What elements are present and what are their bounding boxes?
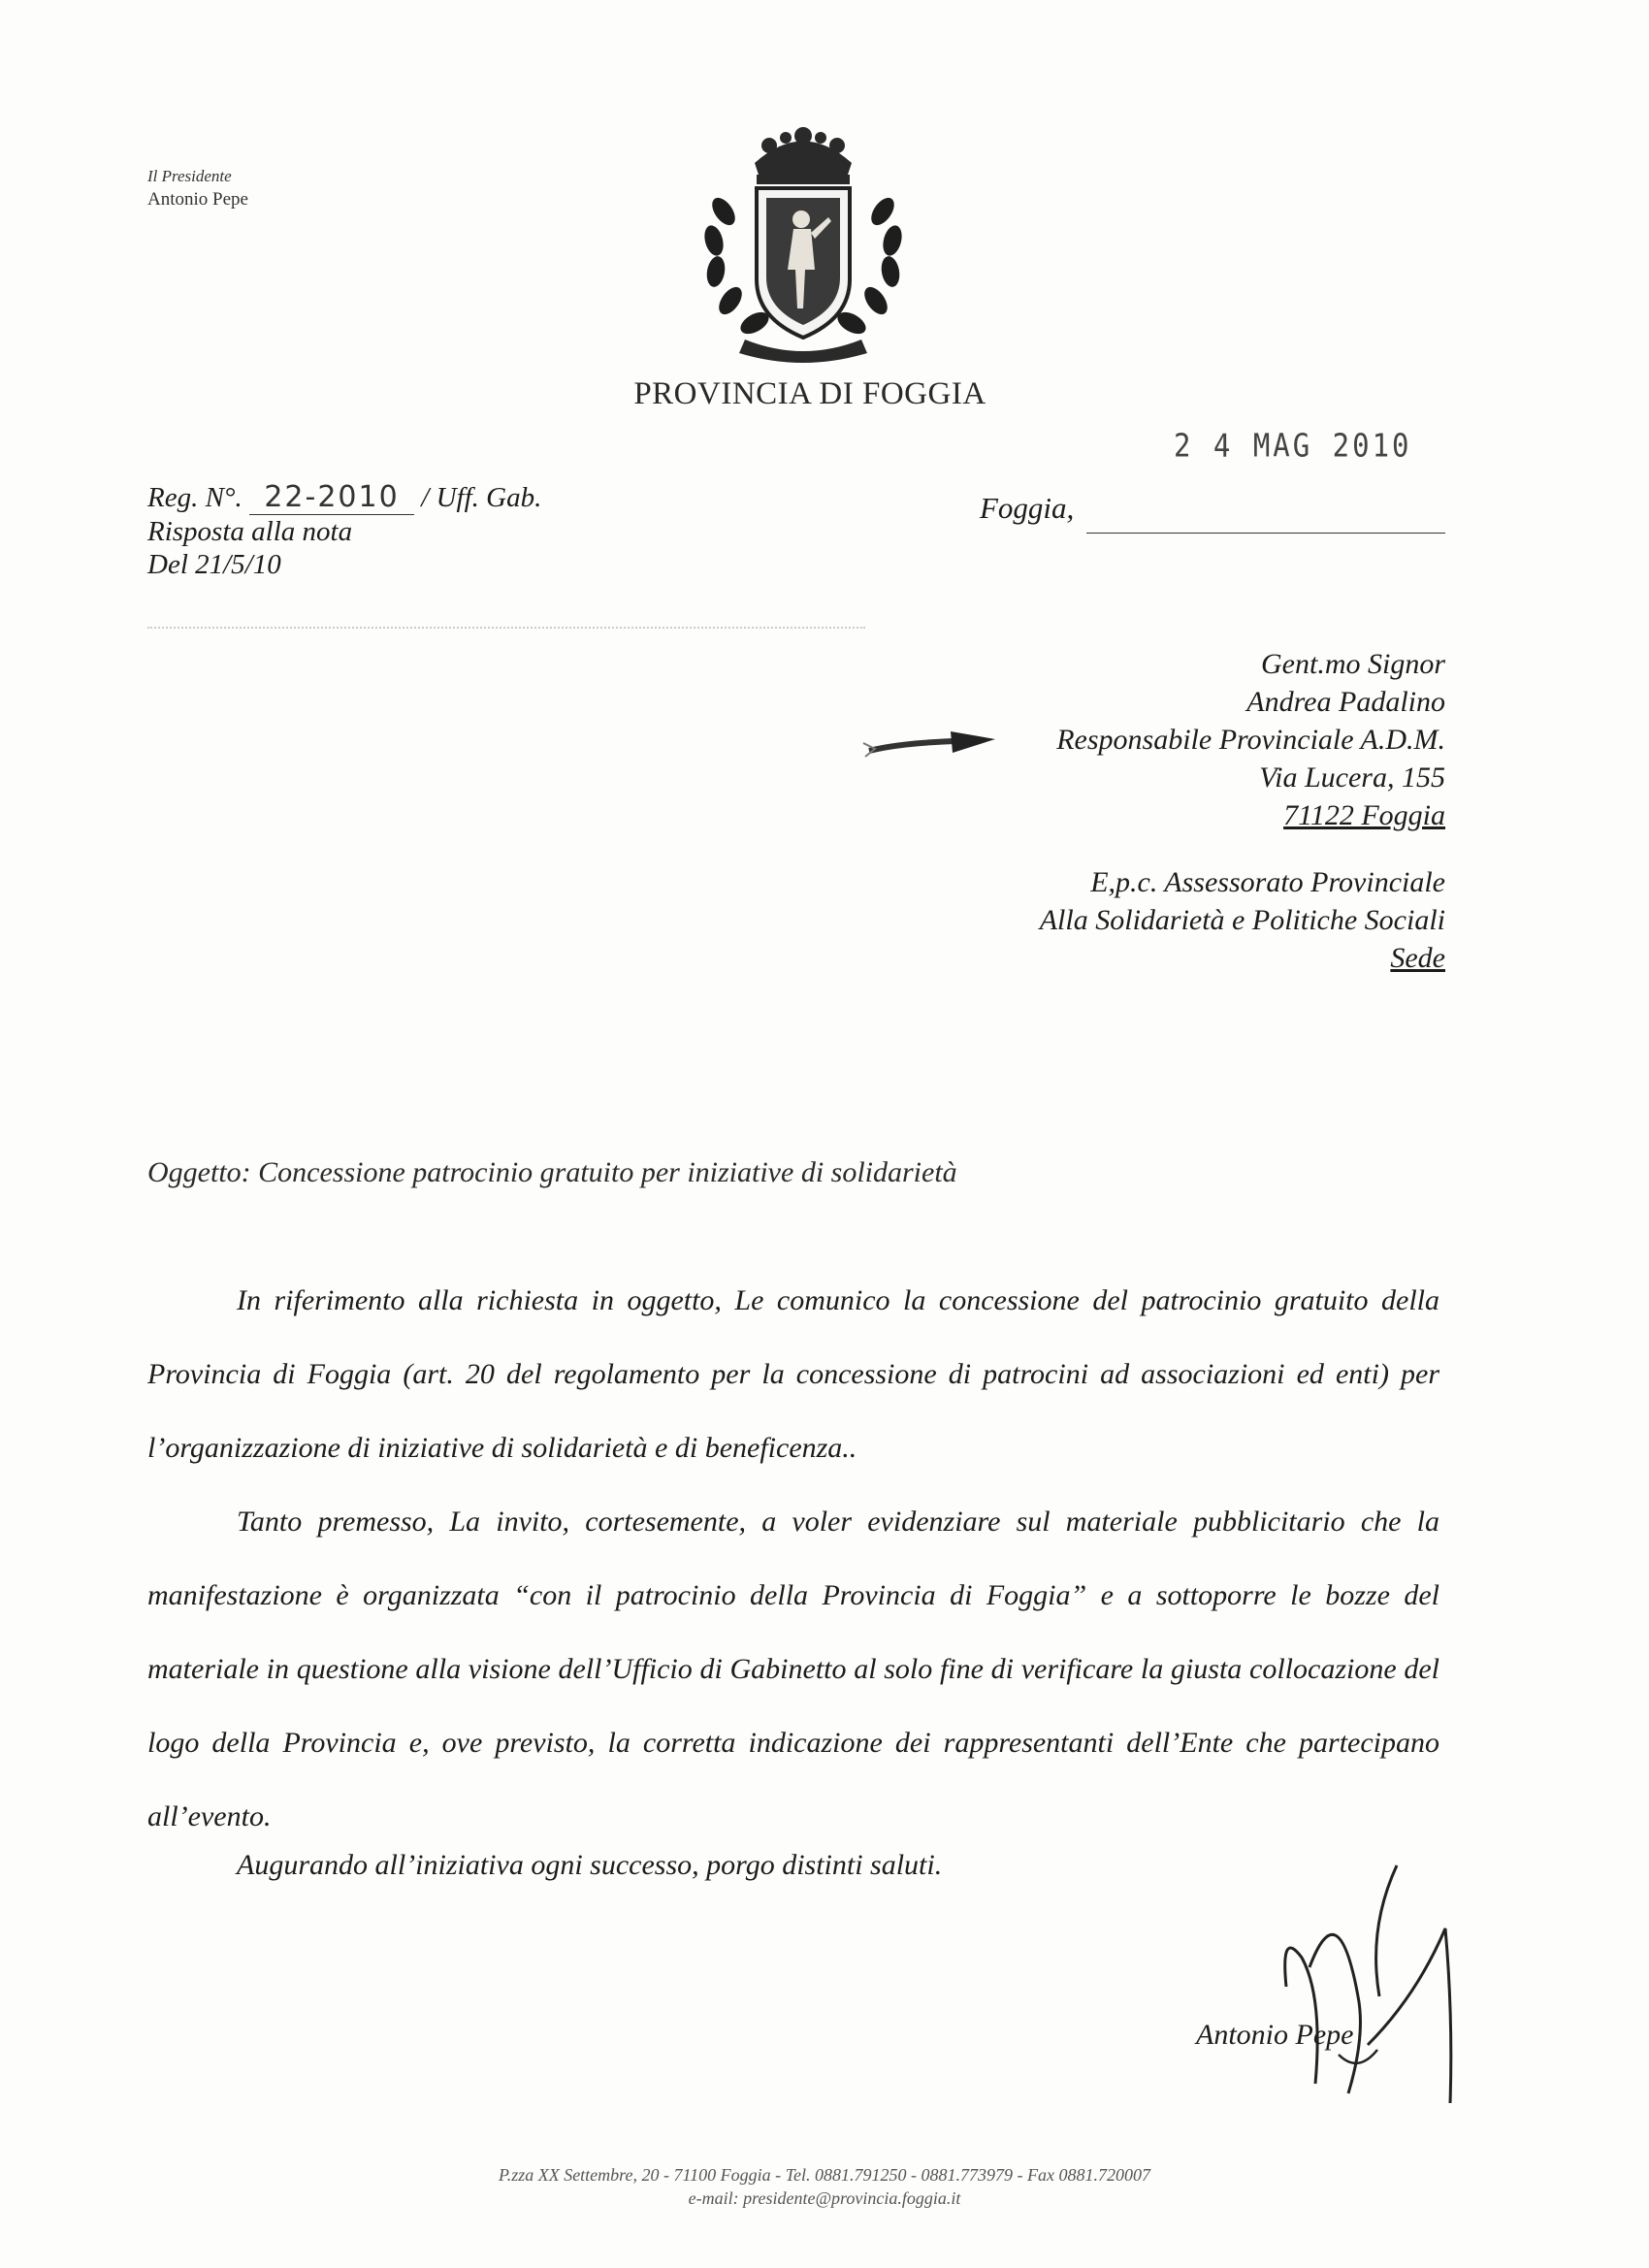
organization-title: PROVINCIA DI FOGGIA [633,376,986,411]
cc-line: E,p.c. Assessorato Provinciale [1090,866,1445,898]
reply-label: Risposta alla nota [147,516,353,547]
body-paragraph: In riferimento alla richiesta in oggetto, Le comunico la concessione del patrocinio gratuito della Provincia di Foggia (art. 20 del regolamento per la concessione di patrocini ad associazioni ed enti) per l’organizzazione di iniziative di solidarietà e di beneficenza.. [147,1284,1439,1464]
addressee-block [1056,645,1445,834]
footer-address: P.zza XX Settembre, 20 - 71100 Foggia - Tel. 0881.791250 - 0881.773979 - Fax 0881.720007 [499,2165,1150,2185]
letter-body [147,1264,1439,1854]
cc-line: Alla Solidarietà e Politiche Sociali [1039,904,1445,936]
divider [147,627,865,629]
footer-email: e-mail: presidente@provincia.foggia.it [688,2188,961,2208]
addressee-street: Via Lucera, 155 [1259,761,1445,794]
sender-role: Il Presidente [147,167,232,185]
cc-line: Sede [1390,942,1445,974]
arrow-icon [861,726,997,764]
cc-block [1040,863,1445,977]
sender-name: Antonio Pepe [147,189,248,210]
date-field-line [1086,533,1445,534]
footer [340,2163,1310,2210]
addressee-salutation: Gent.mo Signor [1261,648,1445,680]
registration-suffix: / Uff. Gab. [421,482,542,513]
place-label: Foggia, [980,491,1075,525]
closing-line: Augurando all’iniziativa ogni successo, porgo distinti saluti. [237,1849,943,1881]
addressee-name: Andrea Padalino [1246,686,1445,718]
reply-date: Del 21/5/10 [147,549,281,580]
subject-line: Oggetto: Concessione patrocinio gratuito per iniziative di solidarietà [147,1156,957,1188]
body-paragraph: Tanto premesso, La invito, cortesemente, a voler evidenziare sul materiale pubblicitario che la manifestazione è organizzata “con il patrocinio della Provincia di Foggia” e a sottoporre le bozze del materiale in questione alla visione dell’Ufficio di Gabinetto al solo fine di verificare la giusta collocazione del logo della Provincia e, ove previsto, la corretta indicazione dei rappresentanti dell’Ente che partecipano all’evento. [147,1506,1439,1832]
signer-name: Antonio Pepe [1196,2019,1354,2051]
registration-line [147,481,541,515]
sender-block [147,165,248,211]
addressee-city: 71122 Foggia [1283,799,1445,831]
received-date-stamp: 2 4 MAG 2010 [1174,426,1412,465]
reference-block [147,481,541,581]
province-crest-icon [687,124,920,367]
addressee-role: Responsabile Provinciale A.D.M. [1056,724,1445,756]
registration-number: 22-2010 [249,481,414,515]
handwritten-signature [1251,1851,1465,2113]
registration-prefix: Reg. N°. [147,482,242,513]
